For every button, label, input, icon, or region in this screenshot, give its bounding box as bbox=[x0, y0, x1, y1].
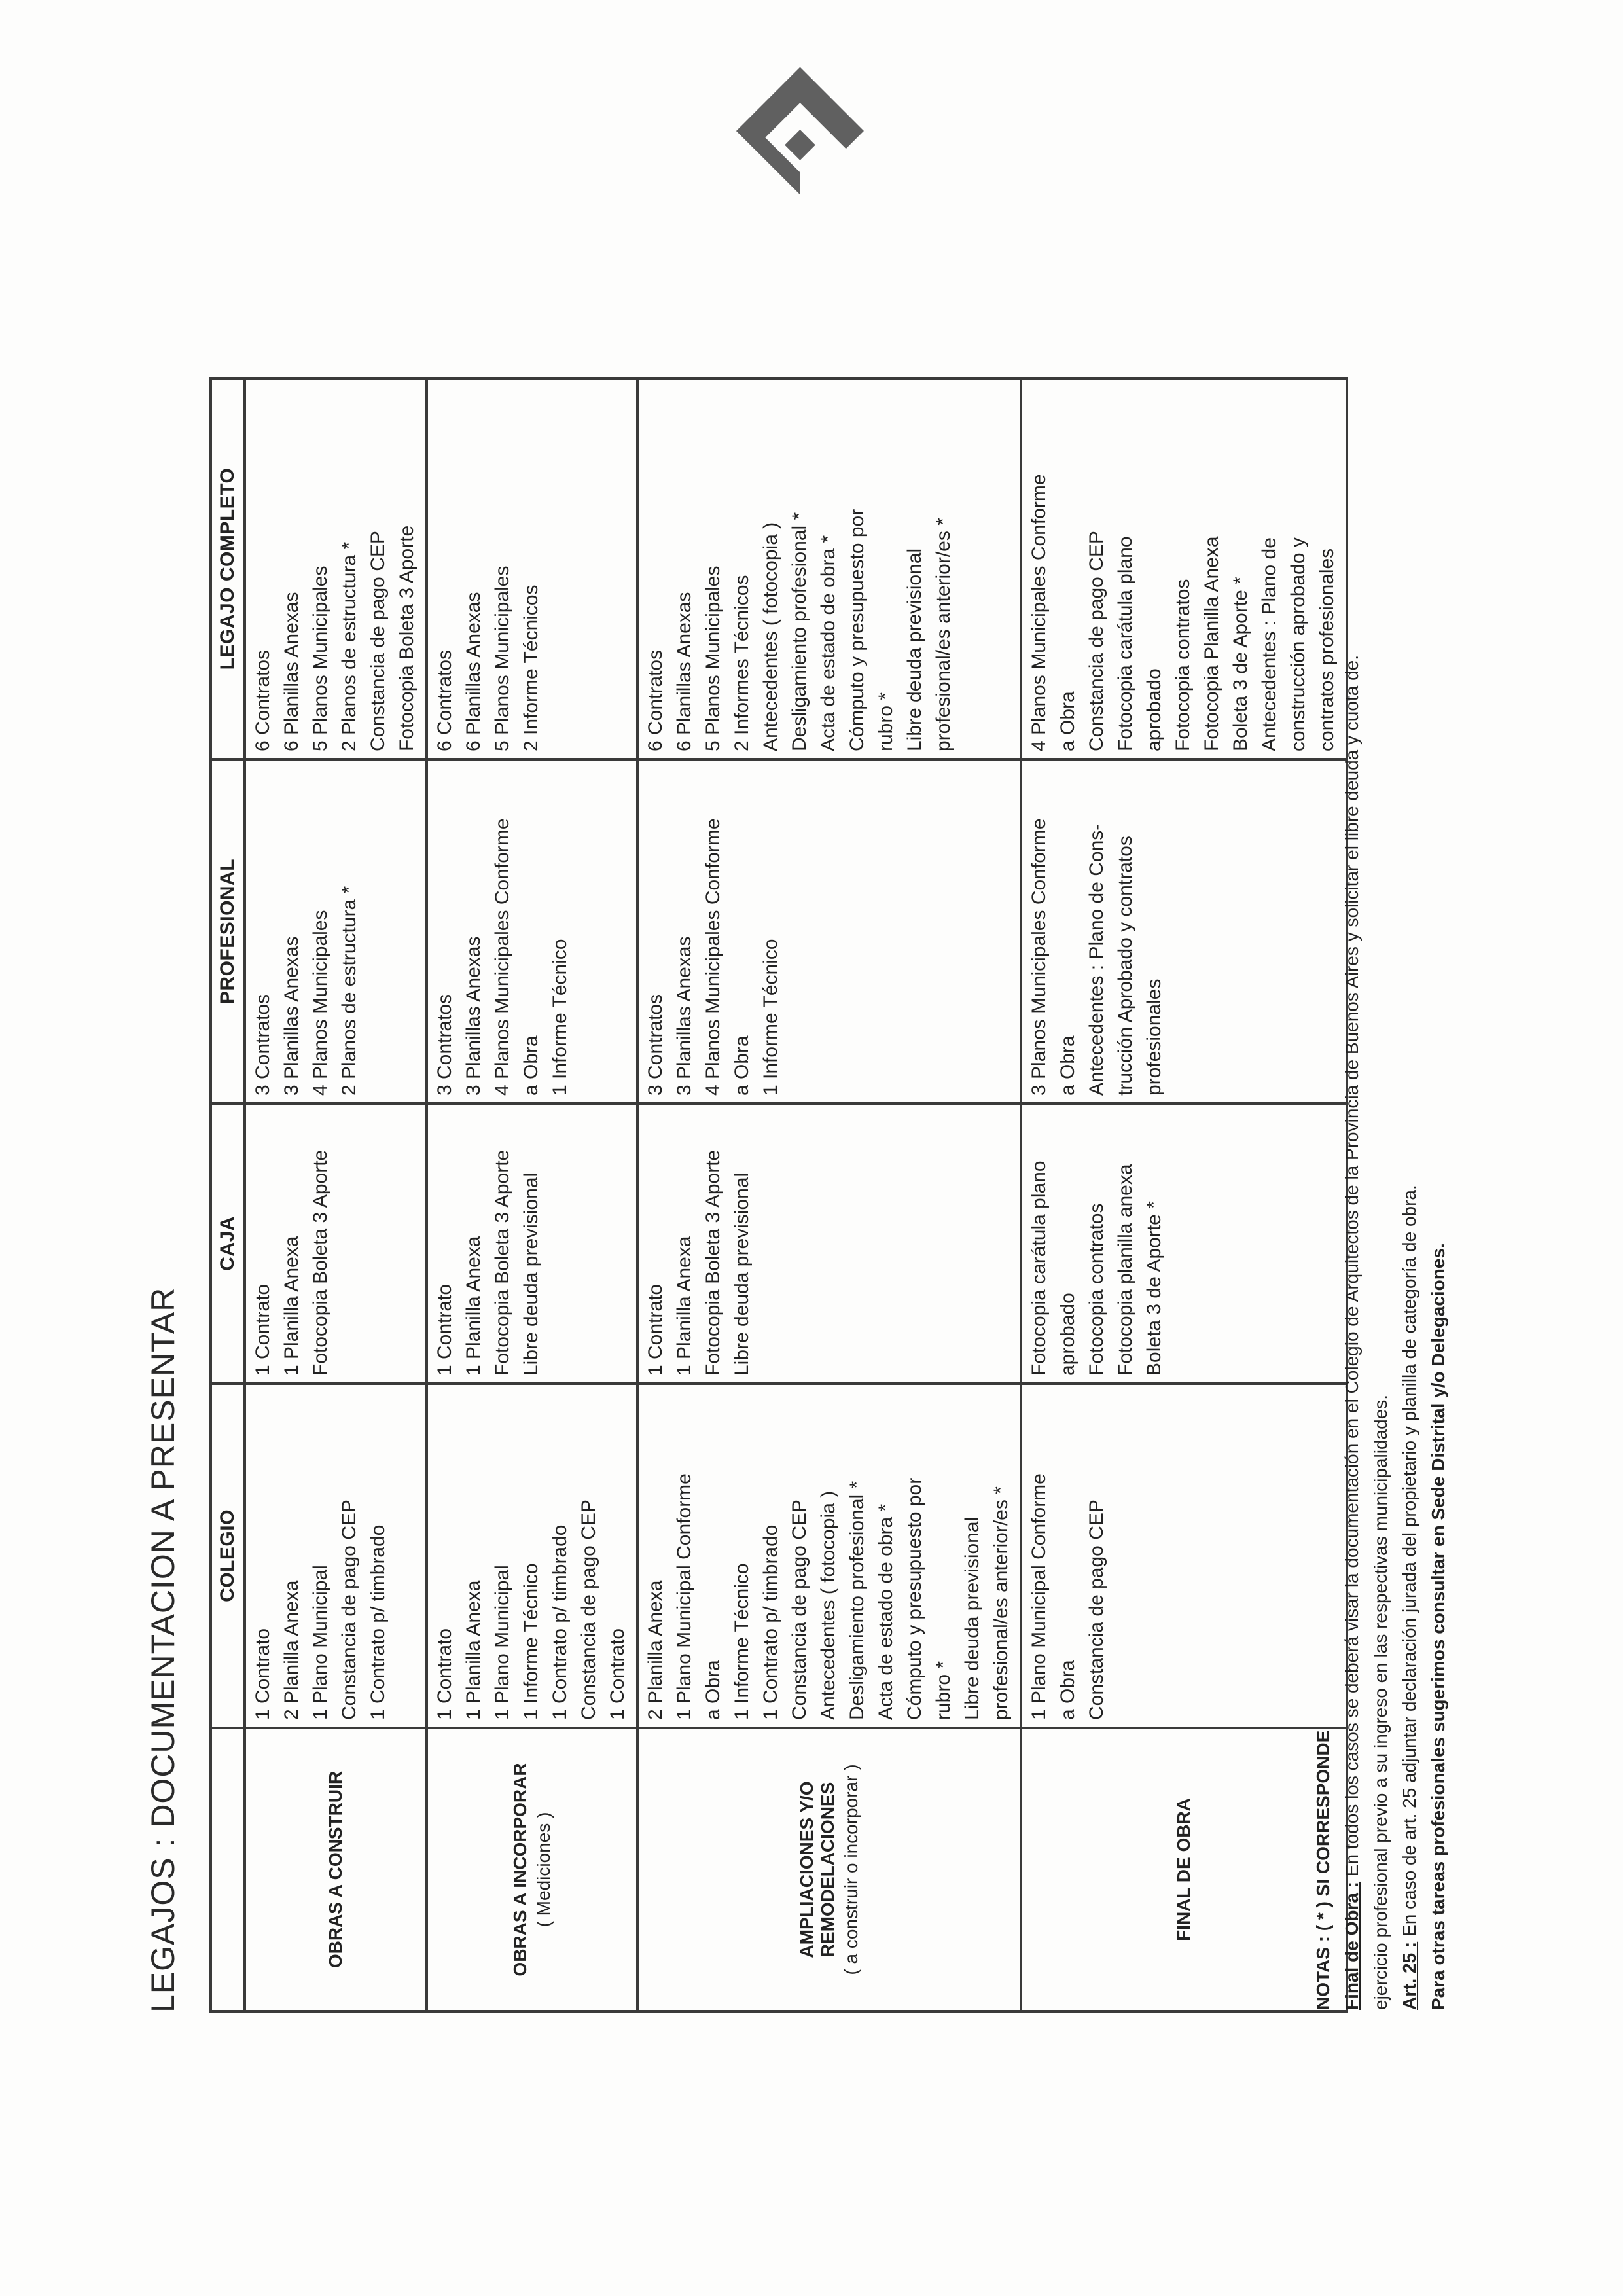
note-closing: Para otras tareas profesionales sugerimos consultar en Sede Distrital y/o Delegaciones. bbox=[1428, 1243, 1448, 2010]
cell-line: Antecedentes ( fotocopia ) bbox=[817, 1490, 839, 1720]
cell-line: Desligamiento profesional * bbox=[789, 512, 810, 751]
cell-line: 6 Contratos bbox=[645, 649, 666, 751]
cell-line: Fotocopia contratos bbox=[1172, 579, 1194, 751]
row-category bbox=[245, 1728, 427, 2011]
cell-line: Libre deuda previsional bbox=[731, 1172, 753, 1376]
table-row bbox=[245, 378, 427, 2011]
row-category-title: OBRAS A INCORPORAR bbox=[510, 1763, 530, 1977]
header-profesional: PROFESIONAL bbox=[211, 759, 245, 1103]
table-row bbox=[1021, 378, 1347, 2011]
page-title: LEGAJOS : DOCUMENTACION A PRESENTAR bbox=[145, 1287, 181, 2013]
cell-line: 6 Contratos bbox=[434, 649, 455, 751]
cell-line: a Obra bbox=[1057, 1035, 1079, 1096]
cell-line: 2 Planos de estructura * bbox=[338, 886, 360, 1096]
table-header-row bbox=[211, 378, 245, 2011]
row-category bbox=[637, 1728, 1021, 2011]
header-empty bbox=[211, 1728, 245, 2011]
cell-line: trucción Aprobado y contratos bbox=[1115, 836, 1136, 1096]
cell-line: Cómputo y presupuesto por bbox=[846, 509, 868, 751]
cell-line: Constancia de pago CEP bbox=[1086, 1499, 1107, 1720]
cell-line: Libre deuda previsional bbox=[904, 548, 925, 751]
row-category-title: AMPLIACIONES Y/O REMODELACIONES bbox=[796, 1781, 838, 1958]
cell-line: profesionales bbox=[1143, 978, 1165, 1096]
row-category-title: FINAL DE OBRA bbox=[1173, 1798, 1194, 1941]
cell-profesional bbox=[245, 759, 427, 1103]
cell-line: 2 Planilla Anexa bbox=[281, 1580, 302, 1720]
cell-line: 1 Contrato bbox=[607, 1628, 628, 1720]
cell-legajo bbox=[427, 378, 637, 759]
note-art-25 bbox=[1395, 393, 1424, 2010]
cell-line: 1 Informe Técnico bbox=[549, 939, 571, 1096]
cell-line: Acta de estado de obra * bbox=[875, 1503, 897, 1720]
notes-heading: NOTAS : ( * ) SI CORRESPONDE bbox=[1313, 1730, 1333, 2010]
cell-line: 1 Plano Municipal Conforme bbox=[673, 1473, 695, 1720]
row-category-subtitle: ( a construir o incorporar ) bbox=[841, 1764, 861, 1975]
cell-line: Cómputo y presupuesto por bbox=[904, 1477, 925, 1720]
cell-line: 2 Informes Técnicos bbox=[731, 575, 753, 751]
cell-line: contratos profesionales bbox=[1316, 548, 1338, 751]
row-category-title: OBRAS A CONSTRUIR bbox=[325, 1770, 346, 1969]
cell-line: a Obra bbox=[1057, 691, 1079, 751]
cell-line: Fotocopia contratos bbox=[1086, 1203, 1107, 1376]
note-final-text-continued: ejercicio profesional previo a su ingreso en las respectivas municipalidades. bbox=[1370, 1394, 1391, 2010]
note-art-text: En caso de art. 25 adjuntar declaración jurada del propietario y planilla de categoría de obra. bbox=[1399, 1185, 1419, 1937]
cell-line: aprobado bbox=[1143, 668, 1165, 751]
cell-line: 1 Contrato bbox=[252, 1283, 274, 1376]
cell-line: 1 Informe Técnico bbox=[520, 1563, 542, 1720]
cell-line: 1 Contrato p/ timbrado bbox=[367, 1524, 389, 1720]
cell-line: 1 Contrato bbox=[645, 1283, 666, 1376]
cell-line: Fotocopia Boleta 3 Aporte bbox=[702, 1149, 724, 1376]
cell-line: 1 Planilla Anexa bbox=[463, 1580, 484, 1720]
cell-line: 1 Planilla Anexa bbox=[673, 1236, 695, 1376]
cell-line: Acta de estado de obra * bbox=[817, 535, 839, 751]
cell-line: 2 Planilla Anexa bbox=[645, 1580, 666, 1720]
cell-line: 3 Planos Municipales Conforme bbox=[1028, 818, 1050, 1096]
cell-line: 4 Planos Municipales Conforme bbox=[702, 818, 724, 1096]
cell-line: 5 Planos Municipales bbox=[491, 565, 513, 751]
cell-line: 5 Planos Municipales bbox=[702, 565, 724, 751]
cell-line: 1 Plano Municipal Conforme bbox=[1028, 1473, 1050, 1720]
cell-line: construcción aprobado y bbox=[1287, 537, 1309, 751]
documentation-table bbox=[209, 377, 1348, 2013]
cell-line: Constancia de pago CEP bbox=[789, 1499, 810, 1720]
cell-profesional bbox=[1021, 759, 1347, 1103]
cell-line: 1 Plano Municipal bbox=[310, 1565, 331, 1720]
cell-line: Boleta 3 de Aporte * bbox=[1230, 577, 1251, 751]
header-caja: CAJA bbox=[211, 1103, 245, 1384]
row-category-subtitle: ( Mediciones ) bbox=[533, 1812, 554, 1928]
cell-line: 4 Planos Municipales Conforme bbox=[491, 818, 513, 1096]
cell-line: Fotocopia carátula plano bbox=[1028, 1160, 1050, 1376]
cell-caja bbox=[245, 1103, 427, 1384]
cell-line: 4 Planos Municipales bbox=[310, 910, 331, 1096]
cell-line: profesional/es anterior/es * bbox=[933, 518, 954, 751]
table-row bbox=[637, 378, 1021, 2011]
cell-colegio bbox=[1021, 1384, 1347, 1728]
cell-line: a Obra bbox=[520, 1035, 542, 1096]
cell-line: Constancia de pago CEP bbox=[1086, 531, 1107, 751]
cell-line: aprobado bbox=[1057, 1293, 1079, 1376]
cell-line: Fotocopia Planilla Anexa bbox=[1201, 536, 1222, 751]
cell-profesional bbox=[637, 759, 1021, 1103]
cell-line: rubro * bbox=[933, 1660, 954, 1720]
cell-line: 1 Informe Técnico bbox=[731, 1563, 753, 1720]
cell-line: a Obra bbox=[731, 1035, 753, 1096]
cell-profesional bbox=[427, 759, 637, 1103]
cell-line: Antecedentes : Plano de bbox=[1258, 537, 1280, 751]
cell-line: profesional/es anterior/es * bbox=[990, 1486, 1012, 1720]
note-final-text: En todos los casos se deberá visar la documentación en el Colegio de Arquitectos de la Provincia de Buenos Aires y solicitar el libre deuda y cuota de. bbox=[1342, 655, 1362, 1877]
cell-colegio bbox=[637, 1384, 1021, 1728]
cell-line: 3 Contratos bbox=[252, 994, 274, 1096]
cell-line: 2 Planos de estructura * bbox=[338, 541, 360, 751]
cell-line: Constancia de pago CEP bbox=[367, 531, 389, 751]
cell-line: Fotocopia carátula plano bbox=[1115, 536, 1136, 751]
cell-legajo bbox=[245, 378, 427, 759]
cell-line: Desligamiento profesional * bbox=[846, 1480, 868, 1720]
cell-line: Antecedentes : Plano de Cons- bbox=[1086, 823, 1107, 1096]
row-category bbox=[427, 1728, 637, 2011]
cell-caja bbox=[427, 1103, 637, 1384]
note-art-label: Art. 25 : bbox=[1399, 1941, 1419, 2010]
cell-line: 1 Plano Municipal bbox=[491, 1565, 513, 1720]
rotated-document bbox=[144, 376, 1448, 2013]
cell-line: Constancia de pago CEP bbox=[578, 1499, 599, 1720]
cell-line: 6 Planillas Anexas bbox=[463, 592, 484, 751]
cell-line: rubro * bbox=[875, 692, 897, 751]
cell-line: 1 Informe Técnico bbox=[760, 939, 781, 1096]
cell-caja bbox=[1021, 1103, 1347, 1384]
cell-line: 1 Planilla Anexa bbox=[281, 1236, 302, 1376]
cell-line: 1 Contrato bbox=[434, 1628, 455, 1720]
cell-legajo bbox=[1021, 378, 1347, 759]
row-category bbox=[1021, 1728, 1347, 2011]
cell-colegio bbox=[245, 1384, 427, 1728]
header-legajo-completo: LEGAJO COMPLETO bbox=[211, 378, 245, 759]
cell-legajo bbox=[637, 378, 1021, 759]
cell-colegio bbox=[427, 1384, 637, 1728]
cell-line: 1 Planilla Anexa bbox=[463, 1236, 484, 1376]
cell-line: Fotocopia Boleta 3 Aporte bbox=[491, 1149, 513, 1376]
cell-line: Fotocopia planilla anexa bbox=[1115, 1164, 1136, 1376]
table-row bbox=[427, 378, 637, 2011]
notes-section bbox=[1309, 393, 1453, 2010]
cell-line: 1 Contrato bbox=[252, 1628, 274, 1720]
cell-line: Fotocopia Boleta 3 Aporte bbox=[310, 1149, 331, 1376]
cell-line: 3 Planillas Anexas bbox=[463, 936, 484, 1096]
cell-line: Libre deuda previsional bbox=[961, 1516, 983, 1720]
cell-line: 4 Planos Municipales Conforme bbox=[1028, 474, 1050, 751]
cell-caja bbox=[637, 1103, 1021, 1384]
note-final-de-obra bbox=[1338, 393, 1366, 2010]
header-colegio: COLEGIO bbox=[211, 1384, 245, 1728]
cell-line: 6 Contratos bbox=[252, 649, 274, 751]
cell-line: 1 Contrato p/ timbrado bbox=[549, 1524, 571, 1720]
cell-line: 6 Planillas Anexas bbox=[281, 592, 302, 751]
cell-line: Antecedentes ( fotocopia ) bbox=[760, 522, 781, 751]
cell-line: a Obra bbox=[702, 1660, 724, 1720]
cell-line: 1 Contrato bbox=[434, 1283, 455, 1376]
cell-line: 3 Contratos bbox=[434, 994, 455, 1096]
architects-college-logo bbox=[736, 65, 864, 196]
cell-line: 1 Contrato p/ timbrado bbox=[760, 1524, 781, 1720]
cell-line: Fotocopia Boleta 3 Aporte bbox=[396, 525, 418, 751]
cell-line: 6 Planillas Anexas bbox=[673, 592, 695, 751]
cell-line: 3 Planillas Anexas bbox=[673, 936, 695, 1096]
cell-line: 2 Informe Técnicos bbox=[520, 584, 542, 751]
cell-line: 3 Contratos bbox=[645, 994, 666, 1096]
cell-line: Libre deuda previsional bbox=[520, 1172, 542, 1376]
cell-line: Boleta 3 de Aporte * bbox=[1143, 1201, 1165, 1376]
cell-line: 5 Planos Municipales bbox=[310, 565, 331, 751]
note-final-label: Final de Obra : bbox=[1342, 1881, 1362, 2010]
cell-line: Constancia de pago CEP bbox=[338, 1499, 360, 1720]
cell-line: a Obra bbox=[1057, 1660, 1079, 1720]
cell-line: 3 Planillas Anexas bbox=[281, 936, 302, 1096]
